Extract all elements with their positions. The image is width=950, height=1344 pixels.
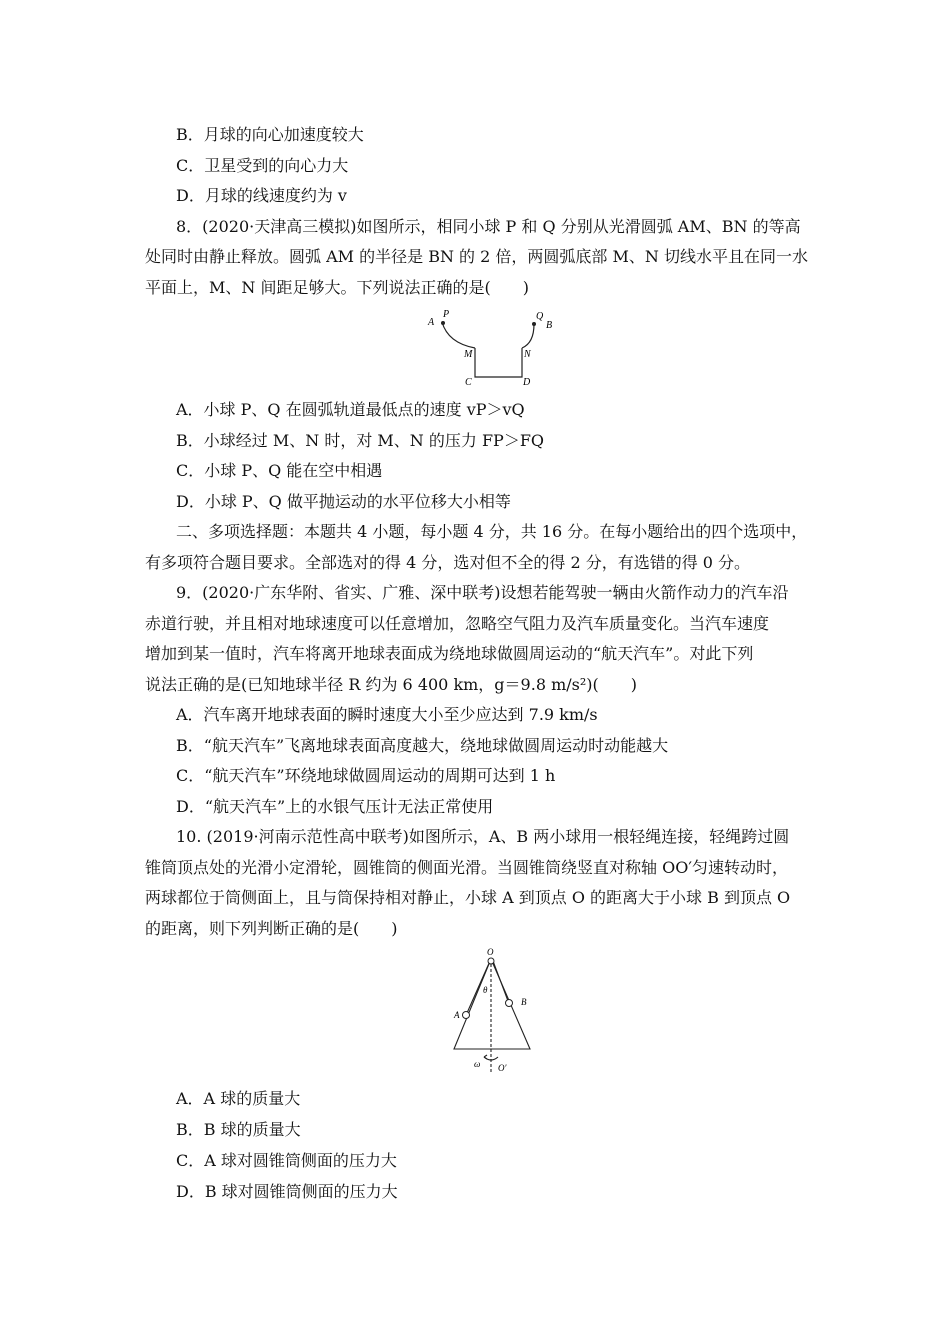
q8-option-d: D．小球 P、Q 做平抛运动的水平位移大小相等 <box>176 492 511 511</box>
q10-label-b: B <box>521 997 527 1007</box>
q8-stem-line-2: 处同时由静止释放。圆弧 AM 的半径是 BN 的 2 倍，两圆弧底部 M、N 切线水平且在同一水 <box>145 247 808 266</box>
q8-label-d: D <box>523 377 531 388</box>
q9-option-c: C．“航天汽车”环绕地球做圆周运动的周期可达到 1 h <box>176 766 556 785</box>
q9-stem-line-3: 增加到某一值时，汽车将离开地球表面成为绕地球做圆周运动的“航天汽车”。对此下列 <box>145 644 754 663</box>
q9-option-d: D．“航天汽车”上的水银气压计无法正常使用 <box>176 797 494 816</box>
q9-option-b: B．“航天汽车”飞离地球表面高度越大，绕地球做圆周运动时动能越大 <box>176 736 669 755</box>
q8-label-c: C <box>465 377 472 388</box>
q10-label-o: O <box>487 947 494 957</box>
q10-option-b: B．B 球的质量大 <box>176 1120 301 1139</box>
q9-stem-line-2: 赤道行驶，并且相对地球速度可以任意增加，忽略空气阻力及汽车质量变化。当汽车速度 <box>145 614 770 633</box>
section-2-instructions-line-2: 有多项符合题目要求。全部选对的得 4 分，选对但不全的得 2 分，有选错的得 0 分。 <box>145 553 751 572</box>
q8-label-a: A <box>428 317 435 328</box>
q10-stem-line-1: 10. (2019·河南示范性高中联考)如图所示，A、B 两小球用一根轻绳连接，轻绳跨过圆 <box>176 827 790 846</box>
q9-stem-line-1: 9．(2020·广东华附、省实、广雅、深中联考)设想若能驾驶一辆由火箭作动力的汽车沿 <box>176 583 789 602</box>
q10-option-c: C．A 球对圆锥筒侧面的压力大 <box>176 1151 397 1170</box>
q10-label-a: A <box>454 1010 460 1020</box>
q8-option-b: B．小球经过 M、N 时，对 M、N 的压力 FP＞FQ <box>176 431 545 450</box>
q10-label-theta: θ <box>483 985 488 995</box>
q8-label-q: Q <box>536 311 544 322</box>
section-2-instructions-line-1: 二、多项选择题：本题共 4 小题，每小题 4 分，共 16 分。在每小题给出的四个选项中， <box>176 522 808 541</box>
q8-option-c: C．小球 P、Q 能在空中相遇 <box>176 461 383 480</box>
q7-option-d: D．月球的线速度约为 v <box>176 186 347 205</box>
q10-stem-line-3: 两球都位于筒侧面上，且与筒保持相对静止，小球 A 到顶点 O 的距离大于小球 B 到顶点 O <box>145 888 791 907</box>
q8-track-figure <box>420 305 560 391</box>
q7-option-c: C．卫星受到的向心力大 <box>176 156 349 175</box>
q8-stem-line-3: 平面上，M、N 间距足够大。下列说法正确的是( ) <box>145 278 529 297</box>
q10-option-d: D．B 球对圆锥筒侧面的压力大 <box>176 1182 398 1201</box>
q10-label-omega: ω <box>474 1059 481 1069</box>
q8-label-m: M <box>464 349 473 360</box>
q8-label-p: P <box>443 309 450 320</box>
q8-stem-line-1: 8．(2020·天津高三模拟)如图所示，相同小球 P 和 Q 分别从光滑圆弧 AM、BN 的等高 <box>176 217 801 236</box>
q10-cone-figure <box>440 945 540 1075</box>
q10-label-o-prime: O′ <box>498 1063 507 1073</box>
q9-option-a: A．汽车离开地球表面的瞬时速度大小至少应达到 7.9 km/s <box>176 705 598 724</box>
q10-stem-line-2: 锥筒顶点处的光滑小定滑轮，圆锥筒的侧面光滑。当圆锥筒绕竖直对称轴 OO′匀速转动时， <box>145 858 788 877</box>
q10-stem-line-4: 的距离，则下列判断正确的是( ) <box>145 919 398 938</box>
q9-stem-line-4: 说法正确的是(已知地球半径 R 约为 6 400 km，g＝9.8 m/s²)( ) <box>145 675 637 694</box>
q10-option-a: A．A 球的质量大 <box>176 1089 301 1108</box>
q8-label-b: B <box>546 320 553 331</box>
q8-label-n: N <box>524 349 531 360</box>
q7-option-b: B．月球的向心加速度较大 <box>176 125 364 144</box>
q8-option-a: A．小球 P、Q 在圆弧轨道最低点的速度 vP＞vQ <box>176 400 525 419</box>
